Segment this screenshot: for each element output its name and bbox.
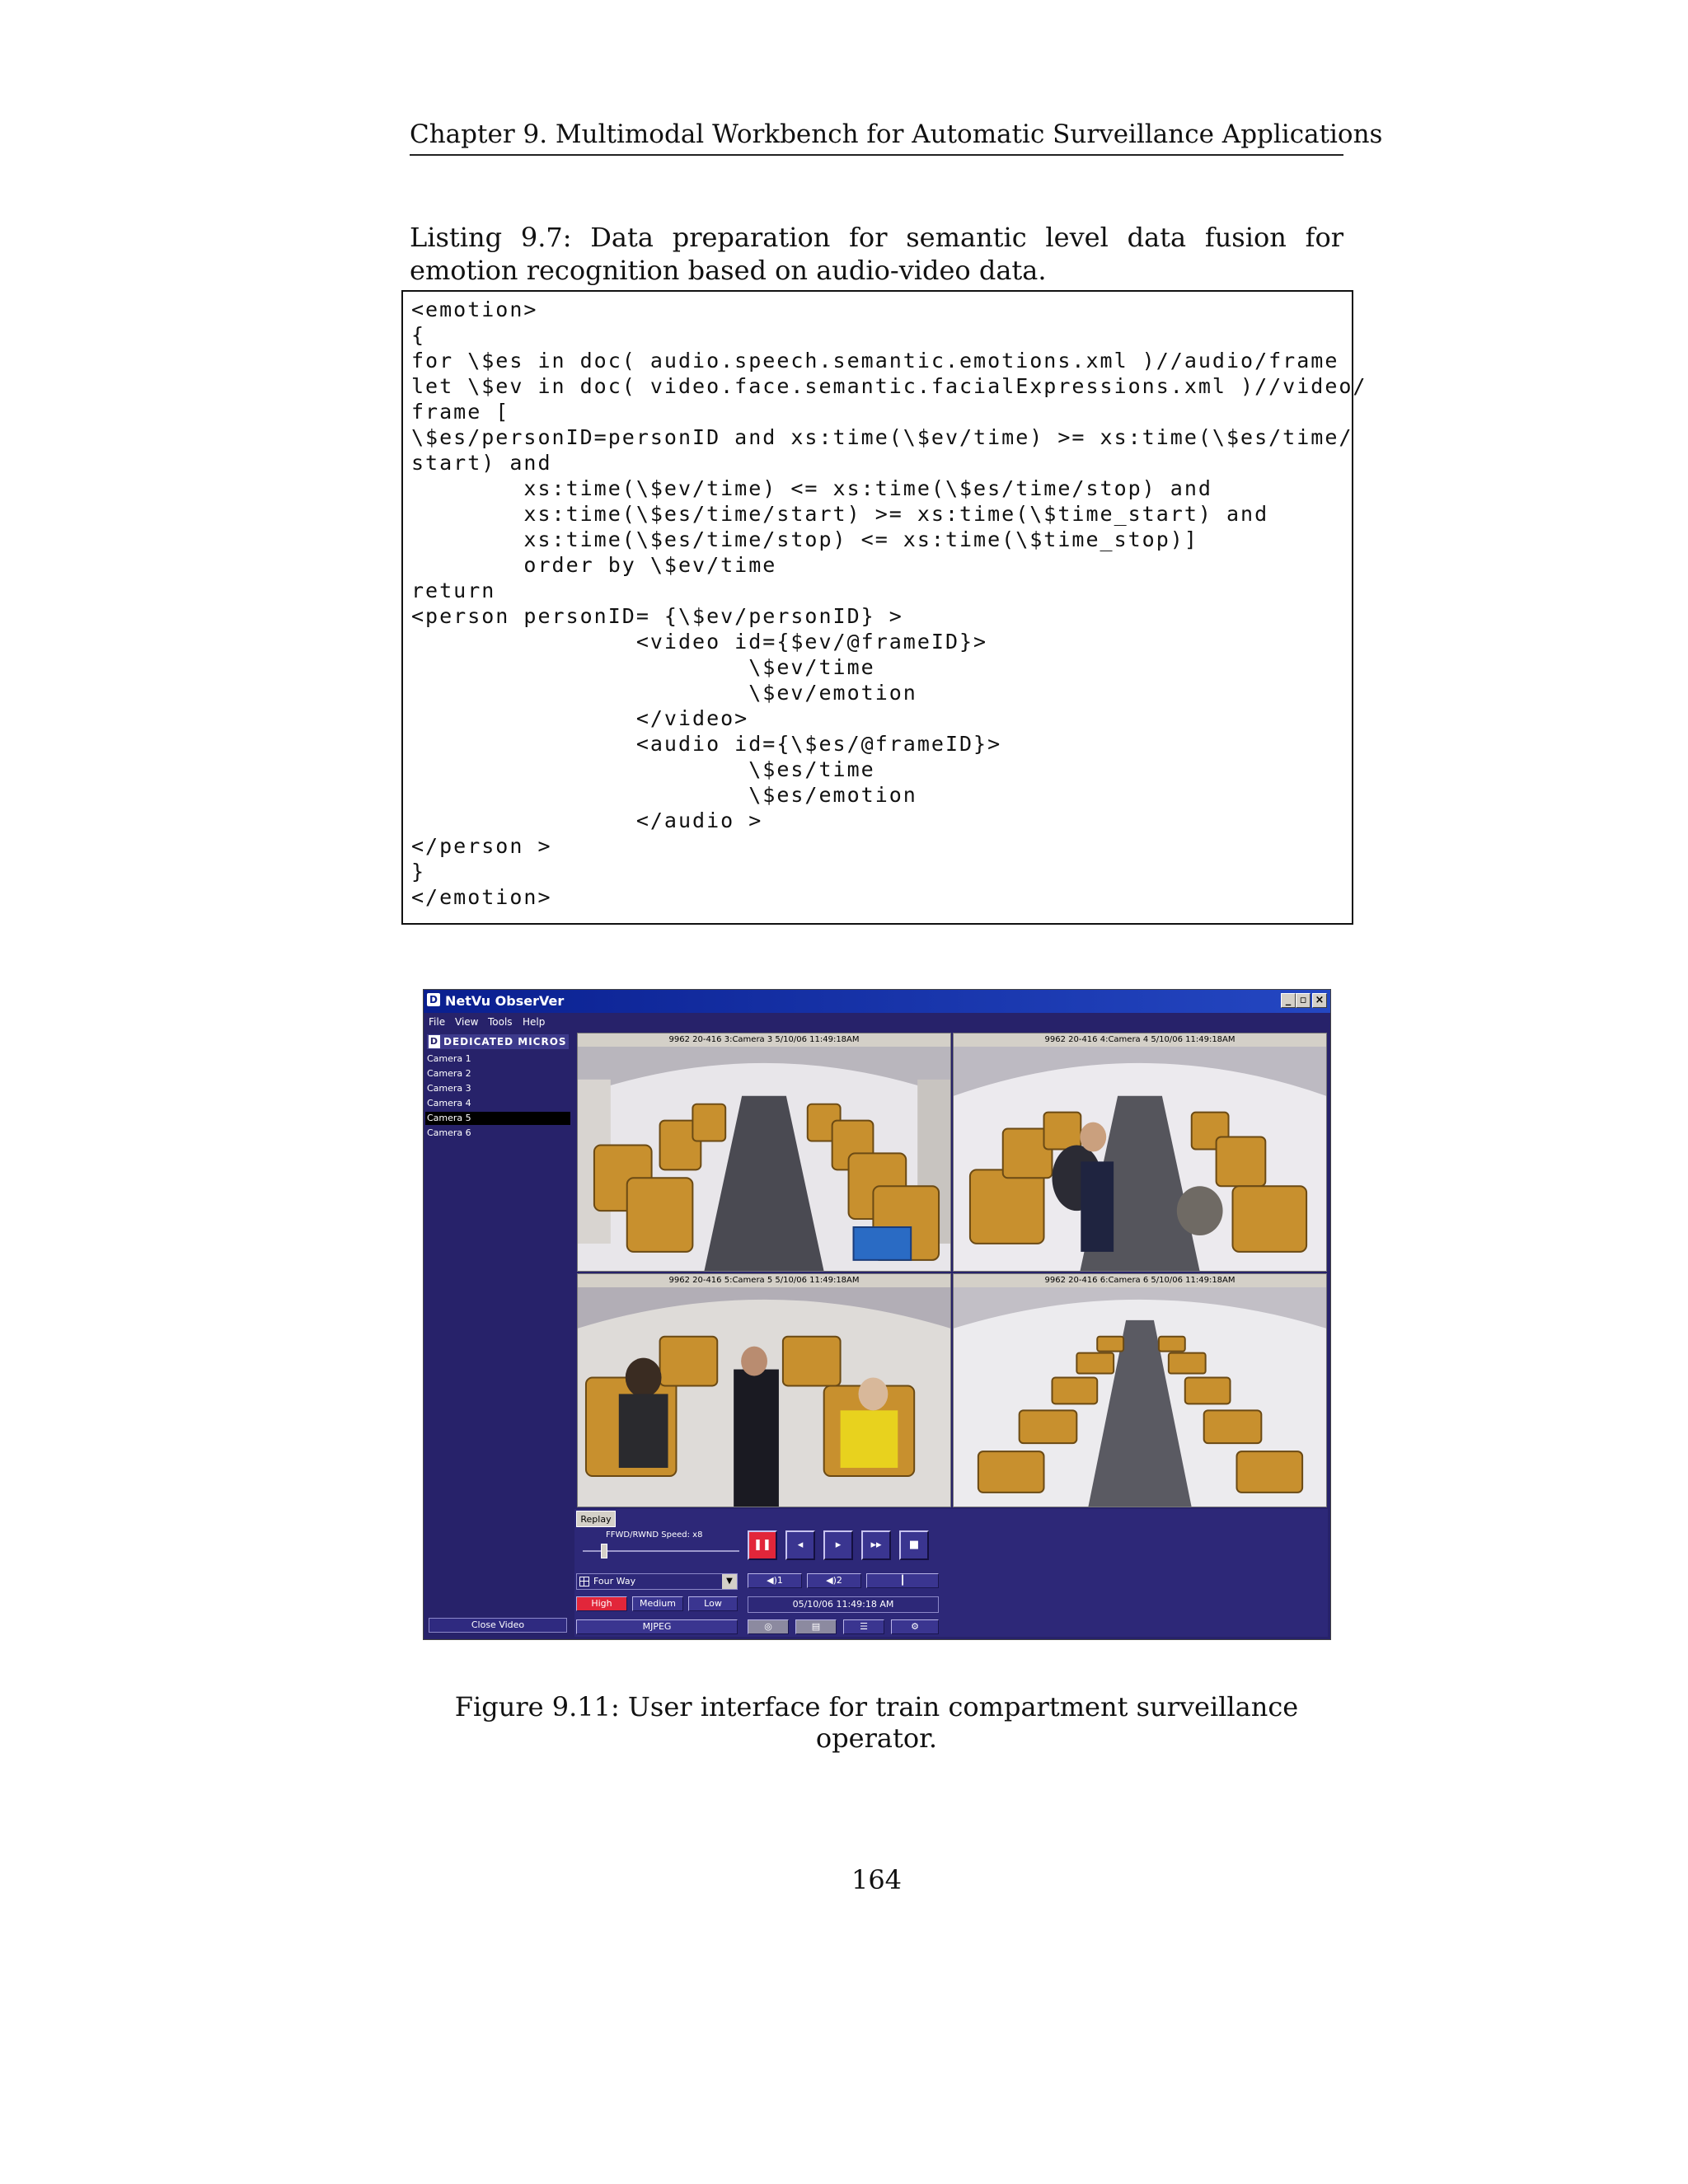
grid-icon xyxy=(579,1577,589,1586)
step-forward-icon[interactable]: ▸▸ xyxy=(861,1530,891,1560)
code-line: xs:time(\$es/time/start) >= xs:time(\$time_start) and xyxy=(411,502,1269,526)
camera-list-item[interactable]: Camera 3 xyxy=(427,1083,471,1094)
figure-caption: Figure 9.11: User interface for train compartment surveillance operator. xyxy=(454,1691,1299,1754)
maximize-icon[interactable]: ▫ xyxy=(1296,993,1311,1008)
quality-high-button[interactable]: High xyxy=(576,1596,627,1611)
page-number: 164 xyxy=(851,1864,903,1896)
brand-logo-icon: D xyxy=(429,1036,439,1047)
pause-icon[interactable]: ❚❚ xyxy=(748,1530,777,1560)
camera-feed-label: 9962 20-416 4:Camera 4 5/10/06 11:49:18AM xyxy=(954,1033,1326,1047)
format-select[interactable]: MJPEG xyxy=(576,1619,738,1634)
camera-list-item[interactable]: Camera 4 xyxy=(427,1098,471,1108)
close-icon[interactable]: × xyxy=(1312,993,1327,1008)
view-mode-value: Four Way xyxy=(593,1576,636,1586)
code-line: \$ev/emotion xyxy=(411,681,917,705)
export-icon[interactable]: ▤ xyxy=(795,1619,837,1634)
header-rule xyxy=(410,154,1343,156)
chevron-down-icon[interactable]: ▼ xyxy=(722,1574,737,1589)
camera-list-item[interactable]: Camera 2 xyxy=(427,1068,471,1079)
camera-sidebar xyxy=(424,1031,572,1639)
camera-list-item[interactable]: Camera 1 xyxy=(427,1053,471,1064)
menu-tools[interactable]: Tools xyxy=(488,1016,513,1028)
settings-icon[interactable]: ⚙ xyxy=(891,1619,939,1634)
camera-list-item[interactable]: Camera 6 xyxy=(427,1127,471,1138)
code-line: xs:time(\$es/time/stop) <= xs:time(\$time_stop)] xyxy=(411,527,1198,551)
train-interior-view xyxy=(954,1047,1326,1272)
code-line: xs:time(\$ev/time) <= xs:time(\$es/time/stop) and xyxy=(411,476,1212,500)
view-mode-select[interactable] xyxy=(576,1573,738,1590)
camera-list-item-selected[interactable]: Camera 5 xyxy=(425,1112,570,1125)
record-icon[interactable]: ■ xyxy=(899,1530,929,1560)
code-line: start) and xyxy=(411,451,552,475)
code-line: \$ev/time xyxy=(411,655,875,679)
train-interior-view xyxy=(578,1047,950,1272)
menu-view[interactable]: View xyxy=(455,1016,479,1028)
code-line: order by \$ev/time xyxy=(411,553,777,577)
camera-feed-4[interactable] xyxy=(953,1033,1327,1272)
window-titlebar xyxy=(424,990,1330,1013)
code-line: </video> xyxy=(411,706,749,730)
quality-medium-button[interactable]: Medium xyxy=(632,1596,683,1611)
audio-channel-1-button[interactable] xyxy=(748,1573,802,1588)
code-line: return xyxy=(411,579,496,602)
playback-datetime[interactable]: 05/10/06 11:49:18 AM xyxy=(748,1596,939,1613)
snapshot-icon[interactable]: ◎ xyxy=(748,1619,789,1634)
code-line: <person personID= {\$ev/personID} > xyxy=(411,604,903,628)
surveillance-app-screenshot xyxy=(423,989,1331,1640)
code-line: <video id={$ev/@frameID}> xyxy=(411,630,988,654)
minimize-icon[interactable]: _ xyxy=(1281,993,1296,1008)
step-back-icon[interactable]: ◂ xyxy=(785,1530,815,1560)
app-icon: D xyxy=(427,993,440,1006)
code-line: \$es/emotion xyxy=(411,783,917,807)
running-header: Chapter 9. Multimodal Workbench for Automatic Surveillance Applications xyxy=(410,120,1383,149)
brand-name: DEDICATED MICROS xyxy=(443,1036,567,1047)
speed-slider-thumb[interactable] xyxy=(601,1544,607,1558)
code-line: \$es/time xyxy=(411,757,875,781)
speed-label: FFWD/RWND Speed: x8 xyxy=(606,1530,703,1540)
tab-replay[interactable]: Replay xyxy=(576,1511,616,1527)
camera-feed-6[interactable] xyxy=(953,1273,1327,1507)
close-video-button[interactable]: Close Video xyxy=(429,1618,567,1633)
microphone-button[interactable] xyxy=(866,1573,939,1588)
audio-channel-2-button[interactable] xyxy=(807,1573,861,1588)
audio-channel-label: 1 xyxy=(776,1575,783,1586)
code-line: </emotion> xyxy=(411,885,552,909)
code-line: } xyxy=(411,860,426,883)
play-icon[interactable]: ▸ xyxy=(823,1530,853,1560)
camera-feed-5[interactable] xyxy=(577,1273,951,1507)
menu-file[interactable]: File xyxy=(429,1016,446,1028)
menu-bar xyxy=(424,1013,1330,1031)
camera-feed-3[interactable] xyxy=(577,1033,951,1272)
window-title: NetVu ObserVer xyxy=(445,993,565,1009)
code-line: frame [ xyxy=(411,400,510,424)
camera-feed-label: 9962 20-416 5:Camera 5 5/10/06 11:49:18AM xyxy=(578,1274,950,1287)
train-interior-view xyxy=(578,1287,950,1507)
replay-controls xyxy=(574,1509,1328,1637)
code-line: { xyxy=(411,323,426,347)
brand-banner xyxy=(427,1034,569,1049)
quality-low-button[interactable]: Low xyxy=(688,1596,738,1611)
camera-feed-label: 9962 20-416 6:Camera 6 5/10/06 11:49:18AM xyxy=(954,1274,1326,1287)
train-interior-view xyxy=(954,1287,1326,1507)
code-line: <emotion> xyxy=(411,298,538,321)
list-icon[interactable]: ☰ xyxy=(843,1619,884,1634)
speaker-icon: ◀) xyxy=(826,1575,837,1586)
code-line: \$es/personID=personID and xs:time(\$ev/time) >= xs:time(\$es/time/ xyxy=(411,425,1353,449)
code-listing xyxy=(401,290,1367,925)
audio-channel-label: 2 xyxy=(836,1575,842,1586)
code-line: </audio > xyxy=(411,808,763,832)
speaker-icon: ◀) xyxy=(767,1575,777,1586)
code-line: let \$ev in doc( video.face.semantic.facialExpressions.xml )//video/ xyxy=(411,374,1367,398)
code-line: for \$es in doc( audio.speech.semantic.emotions.xml )//audio/frame xyxy=(411,349,1339,373)
listing-caption: Listing 9.7: Data preparation for semantic level data fusion for emotion recognition based on audio-video data. xyxy=(410,222,1343,286)
code-line: </person > xyxy=(411,834,552,858)
menu-help[interactable]: Help xyxy=(523,1016,546,1028)
microphone-icon: ┃ xyxy=(899,1575,906,1586)
camera-feed-label: 9962 20-416 3:Camera 3 5/10/06 11:49:18AM xyxy=(578,1033,950,1047)
code-line: <audio id={\$es/@frameID}> xyxy=(411,732,1002,756)
